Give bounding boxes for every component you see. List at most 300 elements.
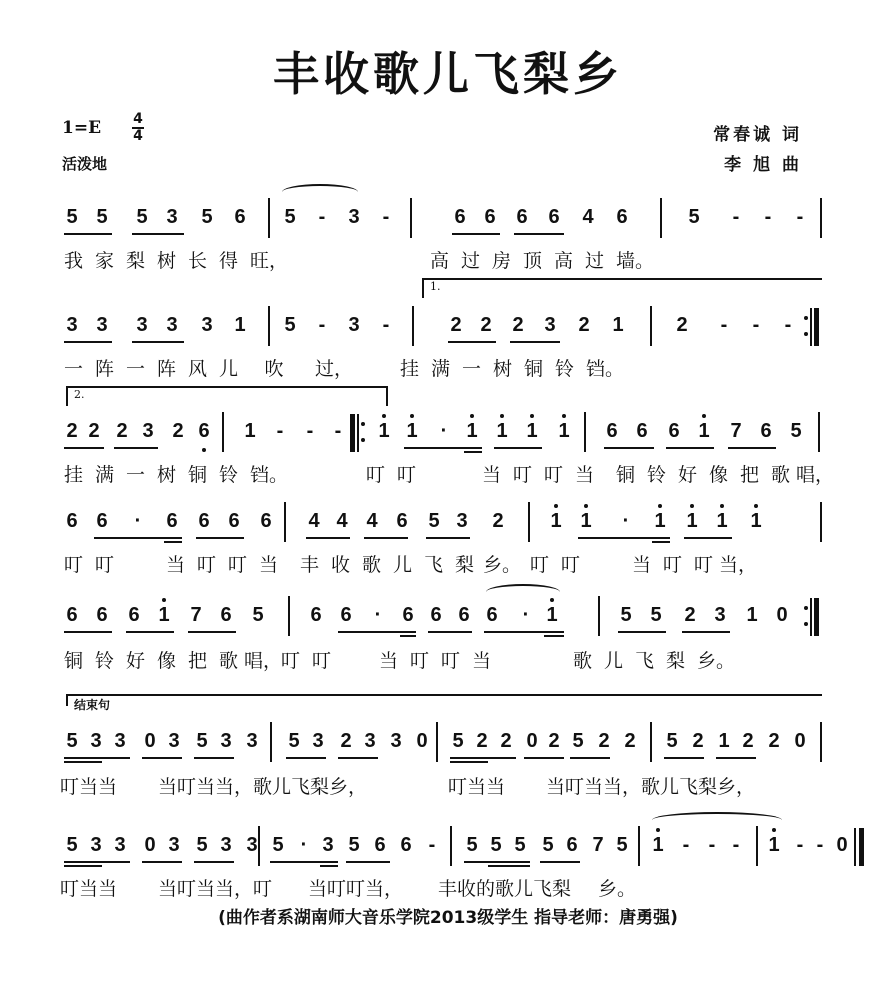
repeat-end-sign — [804, 308, 818, 346]
underline — [494, 447, 542, 449]
note-high: 1 — [402, 420, 422, 443]
note: 6 — [374, 834, 386, 856]
lyric: 乡。 — [598, 878, 637, 900]
note: 2 — [66, 420, 78, 442]
repeat-start-sign — [350, 414, 364, 452]
note: 2 — [172, 420, 184, 442]
underline — [338, 631, 416, 633]
note: 6 — [194, 420, 214, 443]
lyric: 叮 — [543, 464, 563, 486]
underline — [728, 447, 776, 449]
note-high: 1 — [554, 420, 574, 443]
note: 0 — [526, 730, 538, 752]
note: 6 — [668, 420, 680, 442]
note: 6 — [310, 604, 322, 626]
note: 7 — [730, 420, 742, 442]
lyric: 铃 — [218, 464, 238, 486]
note: 6 — [484, 206, 496, 228]
note: 2 — [768, 730, 780, 752]
note: 2 — [480, 314, 492, 336]
underline — [510, 341, 560, 343]
time-signature-top: 4 — [133, 111, 143, 127]
underline — [64, 757, 130, 759]
underline — [450, 757, 516, 759]
note: 5 — [196, 730, 208, 752]
underline — [544, 635, 564, 637]
note: 5 — [428, 510, 440, 532]
lyrics-row-2 — [58, 354, 630, 381]
barline — [450, 826, 452, 866]
underline — [464, 451, 482, 453]
note: 5 — [790, 420, 802, 442]
note: 6 — [96, 604, 108, 626]
note: 7 — [190, 604, 202, 626]
note: 1 — [244, 420, 256, 442]
note: 0 — [416, 730, 428, 752]
note-high: 1 — [650, 510, 670, 533]
lyric: 铃 — [646, 464, 666, 486]
note: 5 — [650, 604, 662, 626]
lyric: 铜 — [523, 358, 543, 380]
underline — [64, 447, 104, 449]
composer-credit: 李 旭 曲 — [724, 155, 802, 175]
note: 6 — [606, 420, 618, 442]
lyric: 把 — [187, 650, 207, 672]
underline — [488, 865, 530, 867]
lyric: 叮 — [280, 650, 300, 672]
lyric: 当叮叮当， — [308, 878, 404, 900]
lyric: 把 — [739, 464, 759, 486]
note: 5 — [666, 730, 678, 752]
lyric: 当 — [258, 554, 278, 576]
lyric: 乡。 — [696, 650, 735, 672]
lyric: 家 — [94, 250, 114, 272]
underline — [64, 233, 112, 235]
lyric: 叮 — [440, 650, 460, 672]
final-barline-thick — [859, 828, 864, 866]
ending-section-line — [66, 694, 822, 696]
key-signature: 1=E — [62, 118, 102, 138]
note: 6 — [548, 206, 560, 228]
note-high: 1 — [648, 834, 668, 857]
note: 3 — [114, 730, 126, 752]
note-high: 1 — [694, 420, 714, 443]
barline — [584, 412, 586, 452]
underline — [320, 865, 338, 867]
lyric: 当 — [574, 464, 594, 486]
note: 5 — [284, 314, 296, 336]
lyric: 一 — [461, 358, 481, 380]
note: 5 — [252, 604, 264, 626]
barline — [284, 502, 286, 542]
dash: - — [796, 206, 804, 228]
note: 3 — [114, 834, 126, 856]
repeat-dot — [361, 438, 365, 442]
note: 2 — [476, 730, 488, 752]
score-row-7 — [62, 834, 848, 874]
note: 0 — [776, 604, 788, 626]
underline — [428, 631, 472, 633]
lyric: 铛。 — [585, 358, 624, 380]
barline — [818, 412, 820, 452]
lyric: 挂 — [63, 464, 83, 486]
repeat-dot — [361, 422, 365, 426]
note: 3 — [142, 420, 154, 442]
note: 5 — [542, 834, 554, 856]
note: 0 — [144, 834, 156, 856]
underline — [64, 341, 112, 343]
lyric: 叮 — [365, 464, 385, 486]
lyric: 叮 — [512, 464, 532, 486]
dash: - — [276, 420, 284, 442]
lyric: 叮 — [63, 554, 83, 576]
lyric: 叮 — [396, 464, 416, 486]
note: 5 — [514, 834, 526, 856]
note: 2 — [676, 314, 688, 336]
note-high: 1 — [492, 420, 512, 443]
repeat-dot — [804, 332, 808, 336]
barline — [222, 412, 224, 452]
dash: - — [708, 834, 716, 856]
note: 3 — [714, 604, 726, 626]
dash: - — [318, 314, 326, 336]
underline — [194, 757, 234, 759]
lyric: 叮当当 — [60, 878, 118, 900]
dash: - — [428, 834, 436, 856]
note: 4 — [336, 510, 348, 532]
underline — [338, 757, 378, 759]
note: 2 — [598, 730, 610, 752]
note: 4 — [582, 206, 594, 228]
note: 3 — [246, 730, 258, 752]
note: 1 — [746, 604, 758, 626]
lyric: 挂 — [399, 358, 419, 380]
note: 3 — [246, 834, 258, 856]
lyric: 飞 — [634, 650, 654, 672]
lyrics-row-1 — [58, 246, 660, 273]
lyric: 丰收的歌儿飞梨 — [438, 878, 572, 900]
lyric: 长 — [187, 250, 207, 272]
underline — [286, 757, 326, 759]
lyrics-row-6 — [60, 772, 826, 799]
barline — [638, 826, 640, 866]
dot: · — [440, 420, 448, 442]
lyric: 收 — [330, 554, 350, 576]
note-high: 1 — [746, 510, 766, 533]
note: 6 — [340, 604, 352, 626]
note: 0 — [144, 730, 156, 752]
note: 2 — [548, 730, 560, 752]
lyric: 树 — [156, 464, 176, 486]
barline — [756, 826, 758, 866]
note: 3 — [96, 314, 108, 336]
barline — [268, 198, 270, 238]
lyric: 歌 — [770, 464, 790, 486]
lyric: 儿 — [603, 650, 623, 672]
dash: - — [764, 206, 772, 228]
note: 5 — [96, 206, 108, 228]
note: 5 — [284, 206, 296, 228]
lyrics-row-3 — [58, 460, 835, 487]
note: 3 — [168, 730, 180, 752]
note: 2 — [88, 420, 100, 442]
underline — [142, 757, 182, 759]
song-title: 丰收歌儿飞梨乡 — [273, 47, 623, 101]
lyric: 当叮当当，叮 — [158, 878, 273, 900]
note: 6 — [516, 206, 528, 228]
dash: - — [382, 314, 390, 336]
note: 3 — [322, 834, 334, 856]
note: 6 — [234, 206, 246, 228]
underline — [114, 447, 158, 449]
note: 5 — [466, 834, 478, 856]
underline — [364, 537, 408, 539]
repeat-dot — [804, 606, 808, 610]
underline — [196, 537, 244, 539]
underline — [64, 861, 130, 863]
lyric: 歌 — [218, 650, 238, 672]
slur — [282, 184, 358, 200]
note: 6 — [220, 604, 232, 626]
underline — [452, 233, 500, 235]
score-row-5 — [62, 604, 830, 644]
note: 6 — [66, 510, 78, 532]
lyric: 叮 — [560, 554, 580, 576]
note: 7 — [592, 834, 604, 856]
note: 1 — [718, 730, 730, 752]
repeat-dot — [804, 622, 808, 626]
underline — [164, 541, 182, 543]
underline — [664, 757, 704, 759]
barline — [270, 722, 272, 762]
note: 2 — [450, 314, 462, 336]
note: 5 — [452, 730, 464, 752]
score-row-3 — [62, 420, 830, 460]
barline — [650, 722, 652, 762]
note: 6 — [458, 604, 470, 626]
lyric: 旺， — [249, 250, 288, 272]
composer-note-footer: (曲作者系湖南师大音乐学院2013级学生 指导老师：唐勇强) — [218, 908, 678, 928]
lyrics-row-7 — [60, 874, 658, 901]
note: 5 — [348, 834, 360, 856]
note: 2 — [692, 730, 704, 752]
note: 5 — [66, 834, 78, 856]
underline — [604, 447, 654, 449]
note-high: 1 — [764, 834, 784, 857]
barline — [820, 198, 822, 238]
note: 2 — [742, 730, 754, 752]
dot: · — [374, 604, 382, 626]
lyric: 唱， — [796, 464, 835, 486]
note: 6 — [400, 834, 412, 856]
lyric: 房 — [491, 250, 511, 272]
lyric: 乡。 — [482, 554, 521, 576]
repeat-end-sign — [804, 598, 818, 636]
note: 5 — [572, 730, 584, 752]
underline — [540, 861, 580, 863]
barline — [660, 198, 662, 238]
note: 6 — [128, 604, 140, 626]
final-barline — [854, 828, 856, 866]
barline — [258, 826, 260, 866]
underline — [306, 537, 350, 539]
note: 5 — [688, 206, 700, 228]
note: 5 — [66, 206, 78, 228]
underline — [64, 631, 112, 633]
underline — [400, 635, 416, 637]
dash: - — [732, 206, 740, 228]
dash: - — [796, 834, 804, 856]
score-row-2 — [62, 314, 830, 354]
barline — [598, 596, 600, 636]
lyric: 叮 — [409, 650, 429, 672]
underline — [652, 541, 670, 543]
note-high: 1 — [546, 510, 566, 533]
lyric: 过 — [460, 250, 480, 272]
dash: - — [306, 420, 314, 442]
barline — [436, 722, 438, 762]
score-row-1 — [62, 206, 830, 246]
barline — [288, 596, 290, 636]
dot: · — [134, 510, 142, 532]
note: 3 — [66, 314, 78, 336]
lyric: 像 — [708, 464, 728, 486]
underline — [666, 447, 714, 449]
note: 6 — [760, 420, 772, 442]
lyric: 风 — [187, 358, 207, 380]
note: 2 — [578, 314, 590, 336]
lyric: 当 — [165, 554, 185, 576]
lyric: 叮 — [662, 554, 682, 576]
note: 3 — [166, 314, 178, 336]
lyric: 叮 — [529, 554, 549, 576]
underline — [142, 861, 182, 863]
underline — [404, 447, 482, 449]
note: 6 — [66, 604, 78, 626]
lyrics-row-4 — [58, 550, 758, 577]
barline — [650, 306, 652, 346]
dash: - — [382, 206, 390, 228]
barline — [268, 306, 270, 346]
volta-bracket-2: 2. — [66, 386, 388, 406]
note: 3 — [364, 730, 376, 752]
score-row-4 — [62, 510, 830, 550]
underline — [126, 631, 174, 633]
note-high: 1 — [374, 420, 394, 443]
note: 2 — [624, 730, 636, 752]
dash: - — [732, 834, 740, 856]
underline — [464, 861, 530, 863]
dash: - — [682, 834, 690, 856]
note: 3 — [168, 834, 180, 856]
lyric: 像 — [156, 650, 176, 672]
barline — [410, 198, 412, 238]
lyric: 我 — [63, 250, 83, 272]
dot: · — [300, 834, 308, 856]
underline — [132, 233, 184, 235]
lyric: 当 — [471, 650, 491, 672]
underline — [570, 757, 610, 759]
note: 6 — [566, 834, 578, 856]
note: 5 — [616, 834, 628, 856]
lyric: 当 — [631, 554, 651, 576]
barline — [820, 502, 822, 542]
note: 4 — [308, 510, 320, 532]
note: 5 — [196, 834, 208, 856]
note: 2 — [512, 314, 524, 336]
note: 2 — [492, 510, 504, 532]
score-row-6 — [62, 730, 830, 770]
lyric: 歌 — [572, 650, 592, 672]
lyric: 叮 — [94, 554, 114, 576]
lyric: 墙。 — [615, 250, 654, 272]
note: 3 — [544, 314, 556, 336]
note: 5 — [272, 834, 284, 856]
lyric: 一 — [125, 464, 145, 486]
lyric: 得 — [218, 250, 238, 272]
time-signature-bottom: 4 — [133, 128, 143, 144]
lyric: 梨 — [125, 250, 145, 272]
lyric: 吹 — [264, 358, 284, 380]
lyric: 叮 — [196, 554, 216, 576]
note: 6 — [228, 510, 240, 532]
lyric: 高 — [553, 250, 573, 272]
note: 6 — [430, 604, 442, 626]
lyric: 高 — [429, 250, 449, 272]
underline — [716, 757, 756, 759]
lyric: 儿 — [218, 358, 238, 380]
underline — [618, 631, 666, 633]
note: 3 — [90, 834, 102, 856]
note-high: 1 — [542, 604, 562, 627]
note: 0 — [794, 730, 806, 752]
lyric: 一 — [125, 358, 145, 380]
dash: - — [720, 314, 728, 336]
underline — [524, 757, 564, 759]
lyric: 好 — [677, 464, 697, 486]
lyric: 树 — [156, 250, 176, 272]
note: 3 — [136, 314, 148, 336]
dot: · — [522, 604, 530, 626]
lyric: 阵 — [156, 358, 176, 380]
rest: 0 — [836, 834, 848, 856]
lyric: 铃 — [554, 358, 574, 380]
lyric: 梨 — [454, 554, 474, 576]
note-high: 1 — [712, 510, 732, 533]
note: 6 — [396, 510, 408, 532]
lyric: 铜 — [187, 464, 207, 486]
tie — [652, 812, 782, 828]
lyric: 过 — [584, 250, 604, 272]
lyric: 过， — [314, 358, 353, 380]
lyrics-row-5 — [58, 646, 741, 673]
lyric: 叮当当 — [60, 776, 118, 798]
note: 4 — [366, 510, 378, 532]
dash: - — [816, 834, 824, 856]
note: 5 — [136, 206, 148, 228]
barline — [412, 306, 414, 346]
note: 6 — [166, 510, 178, 532]
lyric: 铜 — [63, 650, 83, 672]
note: 5 — [490, 834, 502, 856]
underline — [448, 341, 496, 343]
lyric: 当叮当当，歌儿飞梨乡， — [158, 776, 368, 798]
note: 3 — [90, 730, 102, 752]
repeat-dot — [804, 316, 808, 320]
lyric: 儿 — [392, 554, 412, 576]
lyric: 满 — [430, 358, 450, 380]
note: 3 — [312, 730, 324, 752]
